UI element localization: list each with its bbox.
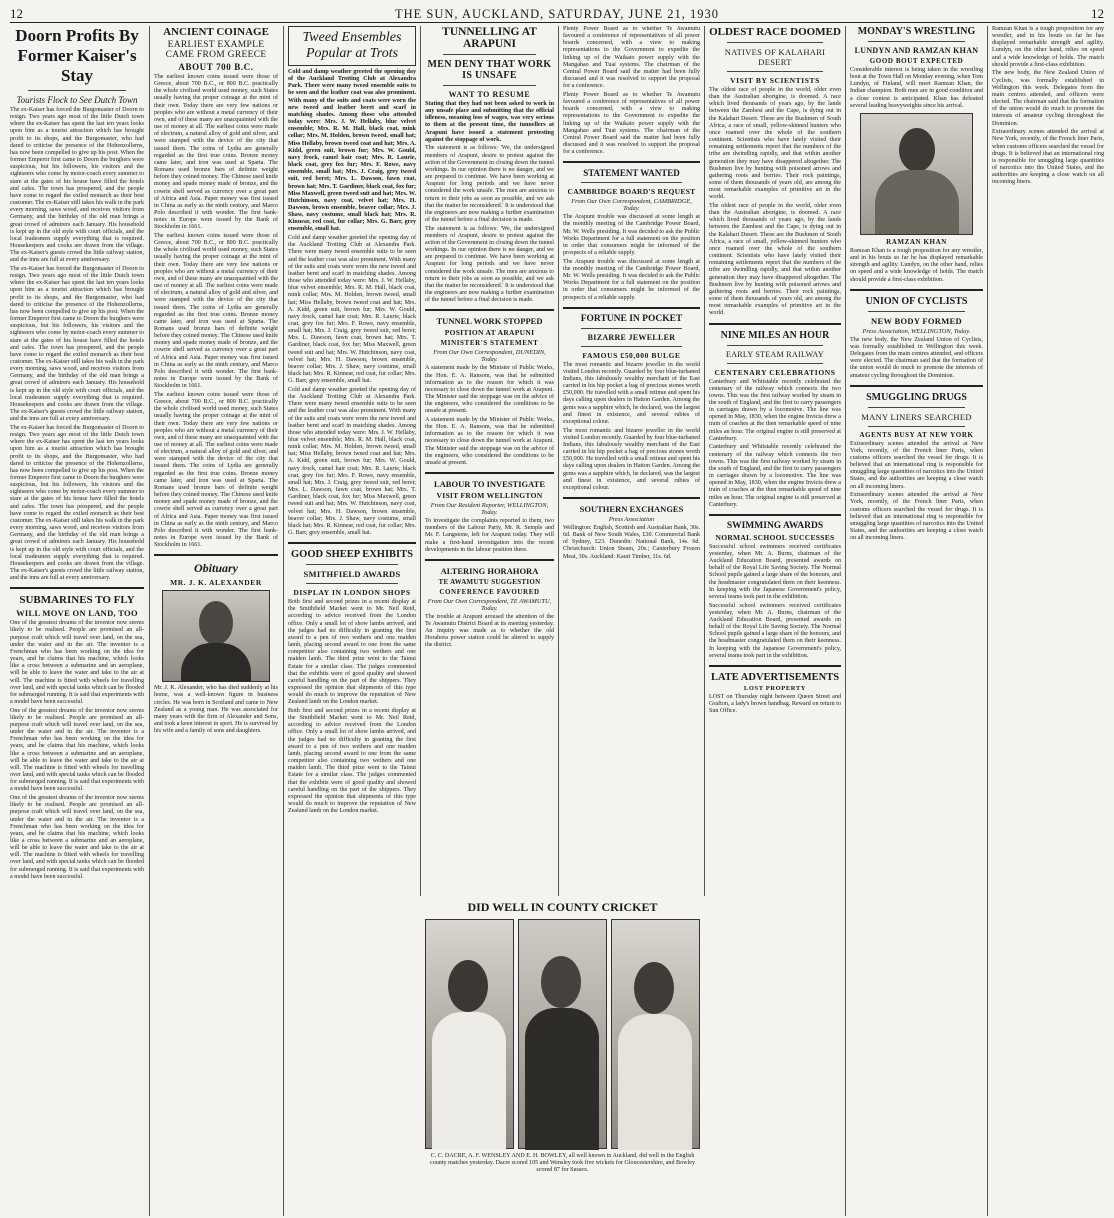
nine-miles-subhead: EARLY STEAM RAILWAY bbox=[726, 349, 824, 359]
arapuni-headline: TUNNELLING AT ARAPUNI bbox=[442, 26, 537, 50]
submarines-body-cont: One of the greatest dreams of the inventor now seems likely to be realised. People are promised an all-purpose craft which will travel over land, on the sea, under the water and in the air. The inventor is a Frenchman who has been working on the idea for years, and he claims that his machine, which looks like a cross between a submarine and an aeroplane, will be able to leave the water and take to the air at will. The machine is fitted with wheels for travelling over land, and with special tanks which can be flooded for submerged running. It is said that experiments with a model have been successful. bbox=[10, 707, 144, 793]
statement-wanted-body: The Arapuni trouble was discussed at some length at the monthly meeting of the Cambridge Power Board, Mr. W. Wells presiding. It was decided to ask the Public Works Department for a full statement on the position in order that consumers might be informed of the prospects of a reliable supply. bbox=[563, 214, 700, 257]
column-4 bbox=[425, 26, 554, 894]
wrestling-cap: GOOD BOUT EXPECTED bbox=[869, 57, 964, 65]
labour-subhead: VISIT FROM WELLINGTON bbox=[436, 491, 543, 501]
column-3 bbox=[288, 26, 416, 894]
late-ads bbox=[709, 672, 841, 715]
sheep-cap: DISPLAY IN LONDON SHOPS bbox=[293, 588, 411, 598]
minister-headline: TUNNEL WORK STOPPED bbox=[436, 316, 543, 327]
southern-dateline: Press Association bbox=[608, 516, 655, 523]
arapuni-subhead: MEN DENY THAT WORK IS UNSAFE bbox=[427, 59, 552, 81]
fortune-body-cont: The most romantic and bizarre jeweller in the world visited London recently. Guarded by four blue-turbaned Indians, this fabulously wealthy merchant of the East carried in his hip pocket a bag of precious stones worth £50,000. He travelled with a small retinue and spent his days calling upon dealers in Hatton Garden. Among the gems was a sapphire which, he declared, was the largest and finest in existence, and several rubies of exceptional colour. bbox=[563, 427, 700, 491]
nine-miles-headline: NINE MILES AN HOUR bbox=[720, 329, 830, 341]
fortune-cap: FAMOUS £50,000 BULGE bbox=[582, 350, 681, 360]
southern-article bbox=[563, 504, 700, 561]
cyclists-dateline: Press Association, WELLINGTON, Today. bbox=[862, 327, 971, 335]
doorn-body-cont2: The ex-Kaiser has forced the Burgomaster of Doorn to resign. Two years ago most of the little Dutch town where the ex-Kaiser has spent the last ten years looks upon him as a tourist attraction which has brought profit to its shops, and the Burgomaster, who had dared to criticise the presence of the Hohenzollerns, has now been compelled to give up his post. When the former Emperor first came to Doorn the burghers were suspicious, but his followers, his visitors and the sightseers who come by motor-coach every summer to stare at the gates of his house have filled the hotels and cafes. The town has prospered, and the people have come to regard the exiled monarch as their best customer. The ex-Kaiser still takes his walk in the park every morning, saws wood, and receives visitors from Germany, and the birthday of the old man brings a great crowd of admirers each January. His household is kept up in the old style with court officials, and the local tradesmen supply everything that is required. Housekeepers and cooks are drawn from the village. The ex-Kaiser's guests crowd the little railway station, and the inns are full at every anniversary. bbox=[10, 424, 144, 582]
plenty-body-cont: Plenty Power Board as to whether Te Awamutu favoured a conference of representatives of all power boards concerned, with a view to making representations to the Government to expedite the linking up of the Waikato power supply with the Mangahao and Tuai systems. The chairman of the Central Power Board said the matter had been fully discussed and it was resolved to support the proposal for a conference. bbox=[563, 91, 700, 156]
portrait-shoulders bbox=[181, 643, 251, 681]
obituary-title: Obituary bbox=[193, 561, 238, 576]
sheep-body-cont: Both first and second prizes in a recent display at the Smithfield Market went to Mr. Neil Reid, according to advice received from the London office. Only a small lot of show lambs arrived, and the judges had no difficulty in granting the first award to a pen of two wethers and one maiden lamb, placing second award to one from the same competitor also containing two wethers and one maiden lamb. The third prize went to the Tainui Estate for a similar class. The judges commented that the exhibits were of good quality and showed careful handling on the part of the shippers. They expressed the opinion that shipments of this type would do much to improve the reputation of New Zealand lamb on the London market. bbox=[288, 708, 416, 815]
smuggling-body: Extraordinary scenes attended the arrival at New York, recently, of the French liner Paris, when customs officers searched the vessel for drugs. It is believed that an international ring is responsible for smuggling large quantities of narcotics into the United States, and the authorities are keeping a close watch on all incoming liners. bbox=[850, 440, 983, 490]
obituary-name: MR. J. K. ALEXANDER bbox=[170, 578, 262, 588]
wrestler-body bbox=[875, 170, 959, 234]
page-number: 12 bbox=[10, 6, 23, 21]
smuggling-subhead: MANY LINERS SEARCHED bbox=[861, 411, 972, 422]
plenty-body: Plenty Power Board as to whether Te Awamutu favoured a conference of representatives of all power boards concerned, with a view to making representations to the Government to expedite the linking up of the Waikato power supply with the Mangahao and Tuai systems. The chairman of the Central Power Board said the matter had been fully discussed and it was resolved to support the proposal for a conference. bbox=[563, 26, 700, 90]
tweed-body: Cold and damp weather greeted the opening day of the Auckland Trotting Club at Alexandra Park. There were many tweed ensemble suits to be seen and the leather coat was also prominent. With many of the suits and coats were worn the new tweed and leather beret and scarf in matching shades. Among those who attended today were: Mrs. J. W. Hellaby, blue velvet ensemble; Mrs. R. M. Hall, black coat, mink collar; Mrs. M. Holden, brown tweed, small hat; Miss Hellaby, brown tweed coat and hat; Mrs. A. Kidd, green suit, brown fur; Mrs. W. Gould, navy frock, camel hair coat; Mrs. R. Laurie, black coat, grey fox fur; Mrs. F. Rowe, navy ensemble, small hat; Mrs. J. Craig, grey tweed suit, red beret; Mrs. L. Dawson, fawn coat, brown hat; Mrs. T. Gardiner, black coat, fox fur; Miss Maxwell, green tweed suit and hat; Mrs. W. Hutchinson, navy coat, velvet hat; Mrs. H. Dawson, brown ensemble, beaver collar; Mrs. J. Shaw, navy costume, small black hat; Mrs. R. Kinnear, red coat, fur collar; Mrs. G. Barr, grey ensemble, small hat. bbox=[288, 235, 416, 385]
swimming-subhead: NORMAL SCHOOL SUCCESSES bbox=[715, 532, 835, 542]
submarines-subhead: WILL MOVE ON LAND, TOO bbox=[16, 608, 138, 619]
nine-miles-cap: CENTENARY CELEBRATIONS bbox=[714, 367, 836, 377]
submarines-body: One of the greatest dreams of the inventor now seems likely to be realised. People are promised an all-purpose craft which will travel over land, on the sea, under the water and in the air. The inventor is a Frenchman who has been working on the idea for years, and he claims that his machine, which looks like a cross between a submarine and an aeroplane, will be able to leave the water and take to the air at will. The machine is fitted with wheels for travelling over land, and with special tanks which can be flooded for submerged running. It is said that experiments with a model have been successful. bbox=[10, 620, 144, 706]
southern-headline: SOUTHERN EXCHANGES bbox=[579, 504, 684, 514]
southern-body: Wellington: English, Scottish and Australian Bank, 30s. 6d. Bank of New South Wales, £30. Commercial Bank of Sydney, £23. Dunedin: National Bank, 14s. 6d. Christchurch: Union Steam, 20s.; Canterbury Frozen Meat, 30s. Auckland: Kauri Timber, 11s. 6d. bbox=[563, 525, 700, 560]
oldest-body: The oldest race of people in the world, older even than the Australian aborigine, is doomed. A race which lived thousands of years ago, by the lands between the Zambesi and the Cape, is dying out in the Kalahari Desert. These are the Bushmen of South Africa, a race of small, yellow-skinned hunters who once roamed over the whole of the southern continent. Scientists who have lately visited their remaining settlements report that the numbers of the tribe are dwindling rapidly, and that within another generation they may have disappered altogether. The Bushmen live by hunting with poisoned arrows and gathering roots and berries. Their rock paintings, some of them thousands of years old, are among the most remarkable examples of primitive art in the world. bbox=[709, 87, 841, 201]
cricket-block bbox=[425, 900, 700, 1210]
swimming-article bbox=[709, 521, 841, 660]
fortune-article bbox=[563, 314, 700, 492]
obituary-body: Mr. J. K. Alexander, who has died suddenly at his home, was a well-known figure in business circles. He was born in Scotland and came to New Zealand as a young man. He was associated for many years with the firm of Alexander and Sons, and took a keen interest in sport. He is survived by his wife and a family of sons and daughters. bbox=[154, 685, 278, 735]
column-2 bbox=[154, 26, 278, 1214]
cyclists-headline: UNION OF CYCLISTS bbox=[865, 295, 968, 307]
coinage-body-cont: The earliest known coins issued were those of Greece, about 700 B.C., or 800 B.C. practically the whole civilised world used money, such States usually having the proper coinage at the mint of their own. Today there are very few nations or peoples who are without a metal currency of their own, and of these many are unacquainted with the use of money at all. The earliest coins were made of electrum, a natural alloy of gold and silver, and were stamped with the device of the city that issued them. The coins of Lydia are generally regarded as the first true coins. Bronze money came later, and iron was used at Sparta. The Romans used bronze bars of definite weight before they coined money. The Chinese used knife money and spade money made of bronze, and the cowrie shell served as currency over a great part of Africa and Asia. Paper money was first issued in China as early as the ninth century, and Marco Polo described it with wonder. The first bank-notes in Europe were issued by the Bank of Stockholm in 1661. bbox=[154, 232, 278, 390]
doorn-body-cont: The ex-Kaiser has forced the Burgomaster of Doorn to resign. Two years ago most of the little Dutch town where the ex-Kaiser has spent the last ten years looks upon him as a tourist attraction which has brought profit to its shops, and the Burgomaster, who had dared to criticise the presence of the Hohenzollerns, has now been compelled to give up his post. When the former Emperor first came to Doorn the burghers were suspicious, but his followers, his visitors and the sightseers who come by motor-coach every summer to stare at the gates of his house have filled the hotels and cafes. The town has prospered, and the people have come to regard the exiled monarch as their best customer. The ex-Kaiser still takes his walk in the park every morning, saws wood, and receives visitors from Germany, and the birthday of the old man brings a great crowd of admirers each January. His household is kept up in the old style with court officials, and the local tradesmen supply everything that is required. Housekeepers and cooks are drawn from the village. The ex-Kaiser's guests crowd the little railway station, and the inns are full at every anniversary. bbox=[10, 265, 144, 423]
cricket-caption: C. C. DACRE, A. F. WENSLEY AND E. H. BOWLEY, all well known in Auckland, did well in the English county matches yesterday. Dacre scored 105 and Wensley took five wickets for Gloucestershire, and Bowley scored 87 for Sussex. bbox=[429, 1153, 695, 1174]
cyclists-article bbox=[850, 296, 983, 380]
fortune-headline: FORTUNE IN POCKET bbox=[580, 313, 683, 324]
column-1 bbox=[10, 26, 144, 1214]
wrestling-headline: MONDAY'S WRESTLING bbox=[857, 26, 976, 37]
labour-article bbox=[425, 479, 554, 554]
doorn-headline: Doorn Profits By Former Kaiser's Stay bbox=[15, 26, 139, 85]
minister-dateline: From Our Own Correspondent, DUNEDIN, Today. bbox=[433, 349, 546, 364]
wrestler-head bbox=[899, 128, 935, 172]
bowley-photo bbox=[611, 919, 700, 1149]
swimming-body-cont: Successful school swimmers received certificates yesterday, when Mr. A. Burns, chairman of the Auckland Education Board, presented awards on behalf of the Royal Life Saving Society. The Normal School pupils gained a large share of the honours, and the headmaster congratulated them on their keenness. In keeping with the Japanese Government's policy, several teams took part in the exhibition. bbox=[709, 602, 841, 659]
minister-article bbox=[425, 316, 554, 467]
column-6 bbox=[709, 26, 841, 1214]
minister-body-cont: A statement made by the Minister of Public Works, the Hon. E. A. Ransom, was that he submitted information as to the reason for which it was necessary to close down the tunnel work at Arapuni. The Minister said the stoppage was on the advice of the engineers, who considered the conditions to be unsafe at present. bbox=[425, 416, 554, 466]
coinage-headline: ANCIENT COINAGE bbox=[163, 26, 269, 38]
oldest-article bbox=[709, 26, 841, 318]
doorn-body: The ex-Kaiser has forced the Burgomaster of Doorn to resign. Two years ago most of the little Dutch town where the ex-Kaiser has spent the last ten years looks upon him as a tourist attraction which has brought profit to its shops, and the Burgomaster, who had dared to criticise the presence of the Hohenzollerns, has now been compelled to give up his post. When the former Emperor first came to Doorn the burghers were suspicious, but his followers, his visitors and the sightseers who come by motor-coach every summer to stare at the gates of his house have filled the hotels and cafes. The town has prospered, and the people have come to regard the exiled monarch as their best customer. The ex-Kaiser still takes his walk in the park every morning, saws wood, and receives visitors from Germany, and the birthday of the old man brings a great crowd of admirers each January. His household is kept up in the old style with court officials, and the local tradesmen supply everything that is required. Housekeepers and cooks are drawn from the village. The ex-Kaiser's guests crowd the little railway station, and the inns are full at every anniversary. bbox=[10, 107, 144, 264]
swimming-body: Successful school swimmers received certificates yesterday, when Mr. A. Burns, chairman of the Auckland Education Board, presented awards on behalf of the Royal Life Saving Society. The Normal School pupils gained a large share of the honours, and the headmaster congratulated them on their keenness. In keeping with the Japanese Government's policy, several teams took part in the exhibition. bbox=[709, 543, 841, 600]
swimming-headline: SWIMMING AWARDS bbox=[726, 520, 824, 531]
coinage-subhead: EARLIEST EXAMPLE CAME FROM GREECE bbox=[165, 40, 267, 60]
arapuni-body: The statement is as follows: 'We, the undersigned members of Arapuni, desire to protest against the action of the Government in closing down the tunnel workings. In our opinion there is no danger, and we are prepared to continue. We have been working at Arapuni for long periods and we have never considered the work unsafe. The men are anxious to return to their jobs as soon as possible, and we ask that the matter be reconsidered.' It is understood that the engineers are now making a further examination of the tunnel before a final decision is made. bbox=[425, 145, 554, 223]
wrestling-body-2: Ramzan Khan is a tough proposition for any wrestler, and in his bouts so far he has displayed remarkable strength and agility. Lundyn, on the other hand, relies on speed and a wide knowledge of holds. The match should provide a first-class exhibition. bbox=[850, 247, 983, 283]
labour-headline: LABOUR TO INVESTIGATE bbox=[433, 479, 545, 490]
statement-wanted-subhead: CAMBRIDGE BOARD'S REQUEST bbox=[567, 187, 696, 197]
late-ads-body: LOST on Thursday night between Queen Street and Grafton, a lady's brown handbag. Reward on return to Sun Office. bbox=[709, 693, 841, 715]
nine-miles-body-cont: Canterbury and Whitstable recently celebrated the centenary of the railway which connects the two towns. This was the first railway worked by steam in the south of England, and the first to carry passengers in carriages drawn by a locomotive. The line was opened in May, 1830, when the engine Invicta drew a train of coaches at the then remarkable speed of nine miles an hour. The original engine is still preserved at Canterbury. bbox=[709, 444, 841, 508]
submarines-body-cont2: One of the greatest dreams of the inventor now seems likely to be realised. People are promised an all-purpose craft which will travel over land, on the sea, under the water and in the air. The inventor is a Frenchman who has been working on the idea for years, and he claims that his machine, which looks like a cross between a submarine and an aeroplane, will be able to leave the water and take to the air at will. The machine is fitted with wheels for travelling over land, and with special tanks which can be flooded for submerged running. It is said that experiments with a model have been successful. bbox=[10, 795, 144, 880]
column-7 bbox=[850, 26, 983, 1214]
submarines-article bbox=[10, 594, 144, 881]
labour-dateline: From Our Resident Reporter, WELLINGTON, Today. bbox=[430, 502, 549, 517]
sheep-body: Both first and second prizes in a recent display at the Smithfield Market went to Mr. Neil Reid, according to advice received from the London office. Only a small lot of show lambs arrived, and the judges had no difficulty in granting the first award to a pen of two wethers and one maiden lamb, placing second award to one from the same competitor also containing two wethers and one maiden lamb. The third prize went to the Tainui Estate for a similar class. The judges commented that the exhibits were of good quality and showed careful handling on the part of the shippers. They expressed the opinion that shipments of this type would do much to improve the reputation of New Zealand lamb on the London market. bbox=[288, 599, 416, 706]
smuggling-body-cont: Extraordinary scenes attended the arrival at New York, recently, of the French liner Paris, when customs officers searched the vessel for drugs. It is believed that an international ring is responsible for smuggling large quantities of narcotics into the United States, and the authorities are keeping a close watch on all incoming liners. bbox=[850, 492, 983, 542]
wensley-photo bbox=[518, 919, 607, 1149]
page-number-right: 12 bbox=[1090, 6, 1104, 21]
column-8 bbox=[992, 26, 1104, 1214]
minister-subhead: POSITION AT ARAPUNI bbox=[444, 328, 535, 338]
statement-wanted-article bbox=[563, 168, 700, 301]
dacre-photo bbox=[425, 919, 514, 1149]
doorn-subhead: Tourists Flock to See Dutch Town bbox=[16, 95, 138, 105]
cyclists-subhead: NEW BODY FORMED bbox=[871, 315, 962, 326]
cricket-headline: DID WELL IN COUNTY CRICKET bbox=[467, 900, 658, 914]
ramzan-khan-photo bbox=[860, 113, 973, 235]
tweed-headline: Tweed Ensembles Popular at Trots bbox=[302, 30, 402, 61]
right-column-body: Ramzan Khan is a tough proposition for any wrestler, and in his bouts so far he has displayed remarkable strength and agility. Lundyn, on the other hand, relies on speed and a wide knowledge of holds. The match should provide a first-class exhibition. bbox=[992, 26, 1104, 68]
masthead-title: THE SUN, AUCKLAND, SATURDAY, JUNE 21, 1930 bbox=[395, 7, 719, 21]
oldest-body-cont: The oldest race of people in the world, older even than the Australian aborigine, is doomed. A race which lived thousands of years ago, by the lands between the Zambesi and the Cape, is dying out in the Kalahari Desert. These are the Bushmen of South Africa, a race of small, yellow-skinned hunters who once roamed over the whole of the southern continent. Scientists who have lately visited their remaining settlements report that the numbers of the tribe are dwindling rapidly, and that within another generation they may have disappered altogether. The Bushmen live by hunting with poisoned arrows and gathering roots and berries. Their rock paintings, some of them thousands of years old, are among the most remarkable examples of primitive art in the world. bbox=[709, 203, 841, 317]
sheep-article bbox=[288, 549, 416, 815]
nine-miles-body: Canterbury and Whitstable recently celebrated the centenary of the railway which connects the two towns. This was the first railway worked by steam in the south of England, and the first to carry passengers in carriages drawn by a locomotive. The line was opened in May, 1830, when the engine Invicta drew a train of coaches at the then remarkable speed of nine miles an hour. The original engine is still preserved at Canterbury. bbox=[709, 378, 841, 442]
horahora-body: The trouble at Arapuni aroused the attention of the Te Awamutu District Board at its meeting yesterday. An inquiry was made as to whether the old Horahora power station could be altered to supply the district. bbox=[425, 613, 554, 649]
masthead bbox=[10, 4, 1104, 23]
wrestling-caption: RAMZAN KHAN bbox=[886, 237, 947, 246]
nine-miles-article bbox=[709, 330, 841, 509]
submarines-headline: SUBMARINES TO FLY bbox=[19, 594, 135, 607]
statement-wanted-dateline: From Our Own Correspondent, CAMBRIDGE, Today. bbox=[571, 198, 692, 213]
arapuni-lede: Stating that they had not been asked to work in any unsafe place and submitting that the official idleness, meaning loss of wages, was very serious to them at the present time, the tunnellers at Arapuni have issued a statement protesting against the stoppage of work. bbox=[425, 101, 554, 143]
fortune-body: The most romantic and bizarre jeweller in the world visited London recently. Guarded by four blue-turbaned Indians, this fabulously wealthy merchant of the East carried in his hip pocket a bag of precious stones worth £50,000. He travelled with a small retinue and spent his days calling upon dealers in Hatton Garden. Among the gems was a sapphire which, he declared, was the largest and finest in existence, and several rubies of exceptional colour. bbox=[563, 361, 700, 425]
smuggling-headline: SMUGGLING DRUGS bbox=[866, 391, 967, 403]
coinage-article bbox=[154, 26, 278, 549]
tweed-body-cont: Cold and damp weather greeted the opening day of the Auckland Trotting Club at Alexandra Park. There were many tweed ensemble suits to be seen and the leather coat was also prominent. With many of the suits and coats were worn the new tweed and leather beret and scarf in matching shades. Among those who attended today were: Mrs. J. W. Hellaby, blue velvet ensemble; Mrs. R. M. Hall, black coat, mink collar; Mrs. M. Holden, brown tweed, small hat; Miss Hellaby, brown tweed coat and hat; Mrs. A. Kidd, green suit, brown fur; Mrs. W. Gould, navy frock, camel hair coat; Mrs. R. Laurie, black coat, grey fox fur; Mrs. F. Rowe, navy ensemble, small hat; Mrs. J. Craig, grey tweed suit, red beret; Mrs. L. Dawson, fawn coat, brown hat; Mrs. T. Gardiner, black coat, fox fur; Miss Maxwell, green tweed suit and hat; Mrs. W. Hutchinson, navy coat, velvet hat; Mrs. H. Dawson, brown ensemble, beaver collar; Mrs. J. Shaw, navy costume, small black hat; Mrs. R. Kinnear, red coat, fur collar; Mrs. G. Barr, grey ensemble, small hat. bbox=[288, 386, 416, 536]
tweed-lede: Cold and damp weather greeted the opening day of the Auckland Trotting Club at Alexandra Park. There were many tweed ensemble suits to be seen and the leather coat was also prominent. With many of the suits and coats were worn the new tweed and leather beret and scarf in matching shades. Among those who attended today were: Mrs. J. W. Hellaby, blue velvet ensemble; Mrs. R. M. Hall, black coat, mink collar; Mrs. M. Holden, brown tweed, small hat; Miss Hellaby, brown tweed coat and hat; Mrs. A. Kidd, green suit, brown fur; Mrs. W. Gould, navy frock, camel hair coat; Mrs. R. Laurie, black coat, grey fox fur; Mrs. F. Rowe, navy ensemble, small hat; Mrs. J. Craig, grey tweed suit, red beret; Mrs. L. Dawson, fawn coat, brown hat; Mrs. T. Gardiner, black coat, fox fur; Miss Maxwell, green tweed suit and hat; Mrs. W. Hutchinson, navy coat, velvet hat; Mrs. H. Dawson, brown ensemble, beaver collar; Mrs. J. Shaw, navy costume, small black hat; Mrs. R. Kinnear, red coat, fur collar; Mrs. G. Barr, grey ensemble, small hat. bbox=[288, 69, 416, 233]
late-ads-title: LATE ADVERTISEMENTS bbox=[710, 671, 840, 683]
sheep-subhead: SMITHFIELD AWARDS bbox=[303, 569, 401, 580]
cyclists-body: The new body, the New Zealand Union of Cyclists, was formally established in Wellington this week. Delegates from the main centres attended, and officers were elected. The chairman said that the formation of the union would do much to promote the interests of amateur cycling throughout the Dominion. bbox=[850, 336, 983, 379]
labour-body: To investigate the complaints reported to them, two members of the Labour Party, Mr. R. Semple and Mr. F. Langstone, left for Arapuni today. They will make a first-hand investigation into the recent developments in the labour position there. bbox=[425, 518, 554, 553]
coinage-body: The earliest known coins issued were those of Greece, about 700 B.C., or 800 B.C. practically the whole civilised world used money, such States usually having the proper coinage at the mint of their own. Today there are very few nations or peoples who are without a metal currency of their own, and of these many are unacquainted with the use of money at all. The earliest coins were made of electrum, a natural alloy of gold and silver, and were stamped with the device of the city that issued them. The coins of Lydia are generally regarded as the first true coins. Bronze money came later, and iron was used at Sparta. The Romans used bronze bars of definite weight before they coined money. The Chinese used knife money and spade money made of bronze, and the cowrie shell served as currency over a great part of Africa and Asia. Paper money was first issued in China as early as the ninth century, and Marco Polo described it with wonder. The first bank-notes in Europe were issued by the Bank of Stockholm in 1661. bbox=[154, 74, 278, 231]
statement-wanted-headline: STATEMENT WANTED bbox=[583, 168, 680, 179]
obituary-article bbox=[154, 561, 278, 735]
minister-cap: MINISTER'S STATEMENT bbox=[440, 339, 539, 348]
horahora-subhead: TE AWAMUTU SUGGESTION bbox=[438, 577, 541, 586]
statement-wanted-body-cont: The Arapuni trouble was discussed at some length at the monthly meeting of the Cambridge Power Board, Mr. W. Wells presiding. It was decided to ask the Public Works Department for a full statement on the position in order that consumers might be informed of the prospects of a reliable supply. bbox=[563, 258, 700, 301]
arapuni-article bbox=[425, 26, 554, 304]
wrestling-article bbox=[850, 26, 983, 284]
right-column-body-2: The new body, the New Zealand Union of Cyclists, was formally established in Wellington this week. Delegates from the main centres attended, and officers were elected. The chairman said that the formation of the union would do much to promote the interests of amateur cycling throughout the Dominion. bbox=[992, 70, 1104, 127]
minister-body: A statement made by the Minister of Public Works, the Hon. E. A. Ransom, was that he submitted information as to the reason for which it was necessary to close down the tunnel work at Arapuni. The Minister said the stoppage was on the advice of the engineers, who considered the conditions to be unsafe at present. bbox=[425, 365, 554, 415]
arapuni-cap: WANT TO RESUME bbox=[448, 90, 531, 99]
smuggling-cap: AGENTS BUSY AT NEW YORK bbox=[859, 430, 974, 439]
doorn-article bbox=[10, 26, 144, 582]
fortune-subhead: BIZARRE JEWELLER bbox=[587, 332, 676, 342]
oldest-subhead: NATIVES OF KALAHARI DESERT bbox=[724, 47, 826, 67]
arapuni-body-cont: The statement is as follows: 'We, the undersigned members of Arapuni, desire to protest against the action of the Government in closing down the tunnel workings. In our opinion there is no danger, and we are prepared to continue. We have been working at Arapuni for long periods and we have never considered the work unsafe. The men are anxious to return to their jobs as soon as possible, and we ask that the matter be reconsidered.' It is understood that the engineers are now making a further examination of the tunnel before a final decision is made. bbox=[425, 225, 554, 304]
oldest-headline: OLDEST RACE DOOMED bbox=[709, 26, 841, 38]
portrait-head bbox=[199, 601, 233, 645]
horahora-headline: ALTERING HORAHORA bbox=[440, 565, 539, 576]
smuggling-article bbox=[850, 392, 983, 543]
late-ads-subtitle: LOST PROPERTY bbox=[743, 684, 807, 692]
tweed-article bbox=[288, 26, 416, 537]
wrestling-body: Considerable interest is being taken in the wrestling bout at the Town Hall on Monday evening, when Tom Lundyn, of Finland, will meet Ramzan Khan, the Indian champion. Both men are in good condition and a close contest is anticipated. Khan has defeated several leading heavyweights since his arrival. bbox=[850, 67, 983, 109]
right-column-body-3: Extraordinary scenes attended the arrival at New York, recently, of the French liner Paris, when customs officers searched the vessel for drugs. It is believed that an international ring is responsible for smuggling large quantities of narcotics into the United States, and the authorities are keeping a close watch on all incoming liners. bbox=[992, 129, 1104, 186]
coinage-cap: ABOUT 700 B.C. bbox=[178, 62, 254, 72]
horahora-article bbox=[425, 566, 554, 650]
alexander-photo bbox=[162, 590, 270, 682]
wrestling-subhead: LUNDYN AND RAMZAN KHAN bbox=[854, 46, 979, 55]
column-5 bbox=[563, 26, 700, 894]
horahora-cap: CONFERENCE FAVOURED bbox=[439, 587, 540, 596]
sheep-headline: GOOD SHEEP EXHIBITS bbox=[291, 549, 413, 561]
coinage-body-cont2: The earliest known coins issued were those of Greece, about 700 B.C., or 800 B.C. practically the whole civilised world used money, such States usually having the proper coinage at the mint of their own. Today there are very few nations or peoples who are without a metal currency of their own, and of these many are unacquainted with the use of money at all. The earliest coins were made of electrum, a natural alloy of gold and silver, and were stamped with the device of the city that issued them. The coins of Lydia are generally regarded as the first true coins. Bronze money came later, and iron was used at Sparta. The Romans used bronze bars of definite weight before they coined money. The Chinese used knife money and spade money made of bronze, and the cowrie shell served as currency over a great part of Africa and Asia. Paper money was first issued in China as early as the ninth century, and Marco Polo described it with wonder. The first bank-notes in Europe were issued by the Bank of Stockholm in 1661. bbox=[154, 391, 278, 549]
horahora-dateline: From Our Own Correspondent, TE AWAMUTU, Today. bbox=[427, 597, 552, 612]
oldest-cap: VISIT BY SCIENTISTS bbox=[730, 76, 820, 85]
